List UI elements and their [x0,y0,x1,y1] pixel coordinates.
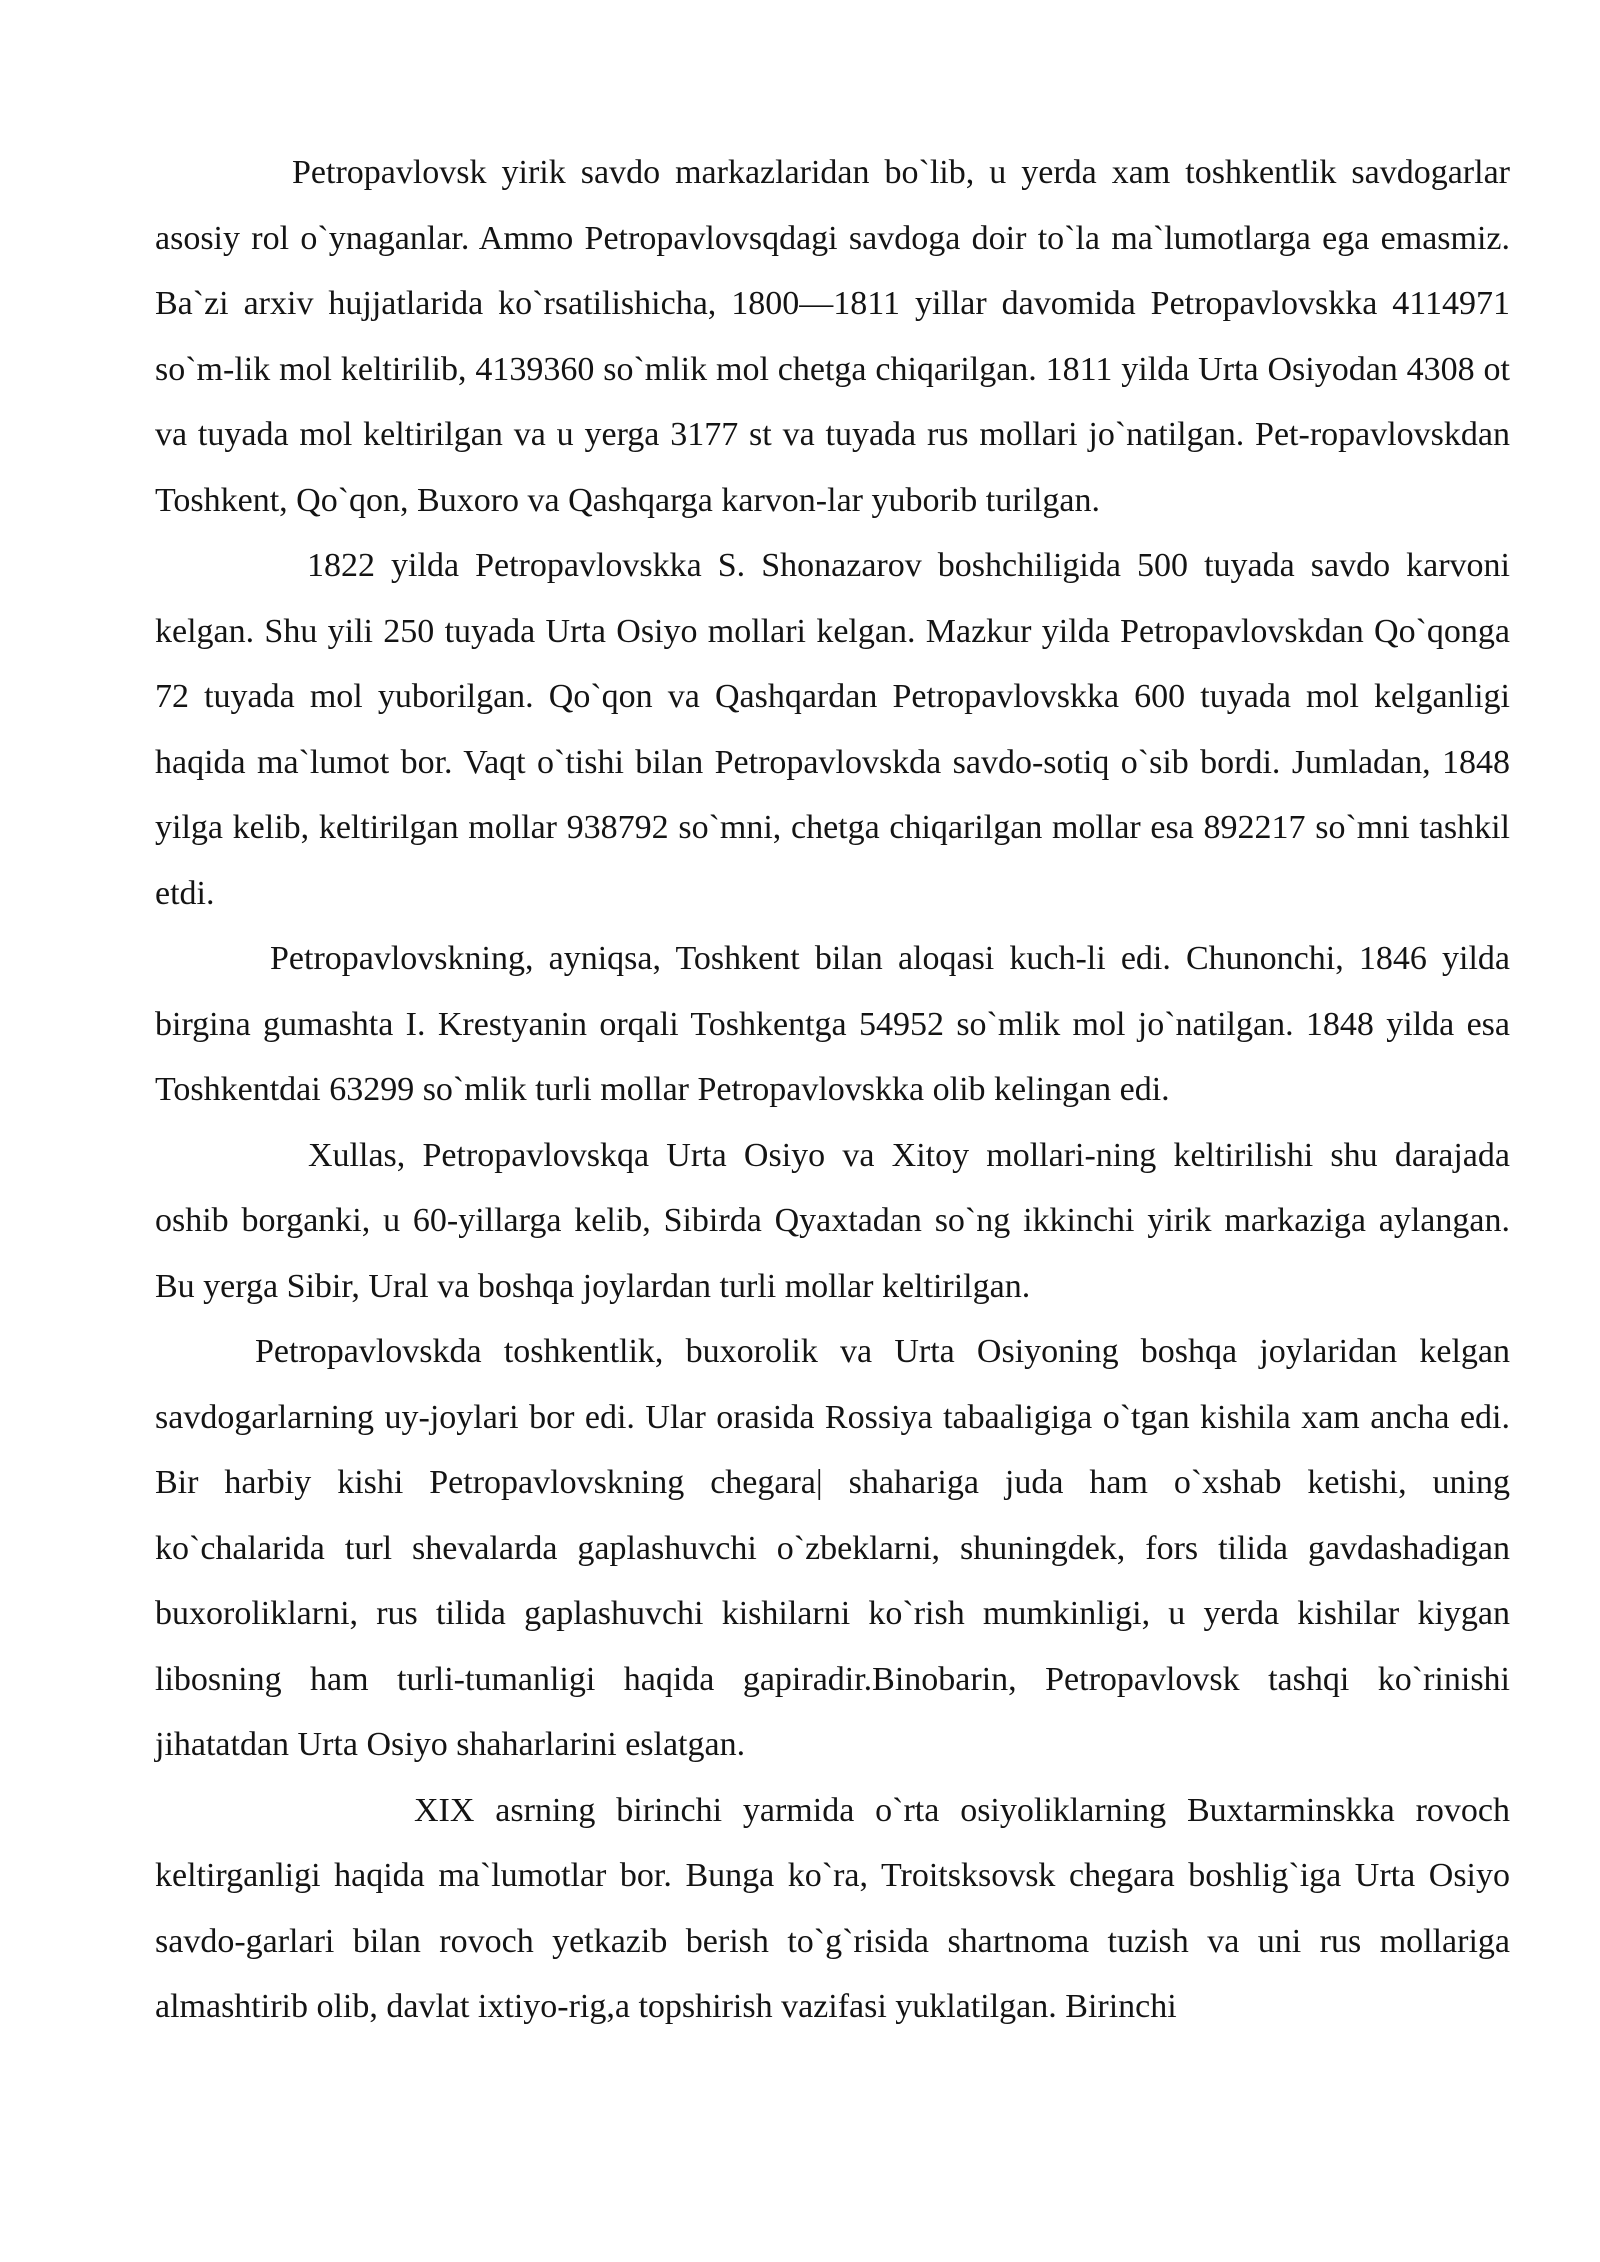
paragraph: Petropavlovsk yirik savdo markazlaridan bo`lib, u yerda xam toshkentlik savdogarlar asosiy rol o`ynaganlar. Ammo Petropavlovsqdagi savdoga doir to`la ma`lumotlarga ega emasmiz. Ba`zi arxiv hujjatlarida ko`rsatilishicha, 1800—1811 yillar davomida Petropavlovskka 4114971 so`m-lik mol keltirilib, 4139360 so`mlik mol chetga chiqarilgan. 1811 yilda Urta Osiyodan 4308 ot va tuyada mol keltirilgan va u yerga 3177 st va tuyada rus mollari jo`natilgan. Pet-ropavlovskdan Toshkent, Qo`qon, Buxoro va Qashqarga karvon-lar yuborib turilgan. [155,154,1510,519]
paragraph: XIX asrning birinchi yarmida o`rta osiyoliklarning Buxtarminskka rovoch keltirganligi haqida ma`lumotlar bor. Bunga ko`ra, Troitsksovsk chegara boshlig`iga Urta Osiyo savdo-garlari bilan rovoch yetkazib berish to`g`risida shartnoma tuzish va uni rus mollariga almashtirib olib, davlat ixtiyo-rig,a topshirish vazifasi yuklatilgan. Birinchi [155,1791,1510,2025]
paragraph: Petropavlovskda toshkentlik, buxorolik va Urta Osiyoning boshqa joylaridan kelgan savdogarlarning uy-joylari bor edi. Ular orasida Rossiya tabaaligiga o`tgan kishila xam ancha edi. Bir harbiy kishi Petropavlovskning chegara| shahariga juda ham o`xshab ketishi, uning ko`chalarida turl shevalarda gaplashuvchi o`zbeklarni, shuningdek, fors tilida gavdashadigan buxoroliklarni, rus tilida gaplashuvchi kishilarni ko`rish mumkinligi, u yerda kishilar kiygan libosning ham turli-tumanligi haqida gapiradir.Binobarin, Petropavlovsk tashqi ko`rinishi jihatatdan Urta Osiyo shaharlarini eslatgan. [155,1333,1510,1763]
paragraph: Petropavlovskning, ayniqsa, Toshkent bilan aloqasi kuch-li edi. Chunonchi, 1846 yilda birgina gumashta I. Krestyanin orqali Toshkentga 54952 so`mlik mol jo`natilgan. 1848 yilda esa Toshkentdai 63299 so`mlik turli mollar Petropavlovskka olib kelingan edi. [155,940,1510,1108]
paragraph: 1822 yilda Petropavlovskka S. Shonazarov boshchiligida 500 tuyada savdo karvoni kelgan. Shu yili 250 tuyada Urta Osiyo mollari kelgan. Mazkur yilda Petropavlovskdan Qo`qonga 72 tuyada mol yuborilgan. Qo`qon va Qashqardan Petropavlovskka 600 tuyada mol kelganligi haqida ma`lumot bor. Vaqt o`tishi bilan Petropavlovskda savdo-sotiq o`sib bordi. Jumladan, 1848 yilga kelib, keltirilgan mollar 938792 so`mni, chetga chiqarilgan mollar esa 892217 so`mni tashkil etdi. [155,547,1510,912]
paragraph: Xullas, Petropavlovskqa Urta Osiyo va Xitoy mollari-ning keltirilishi shu darajada oshib borganki, u 60-yillarga kelib, Sibirda Qyaxtadan so`ng ikkinchi yirik markaziga aylangan. Bu yerga Sibir, Ural va boshqa joylardan turli mollar keltirilgan. [155,1136,1510,1305]
document-page [155,140,1510,2040]
